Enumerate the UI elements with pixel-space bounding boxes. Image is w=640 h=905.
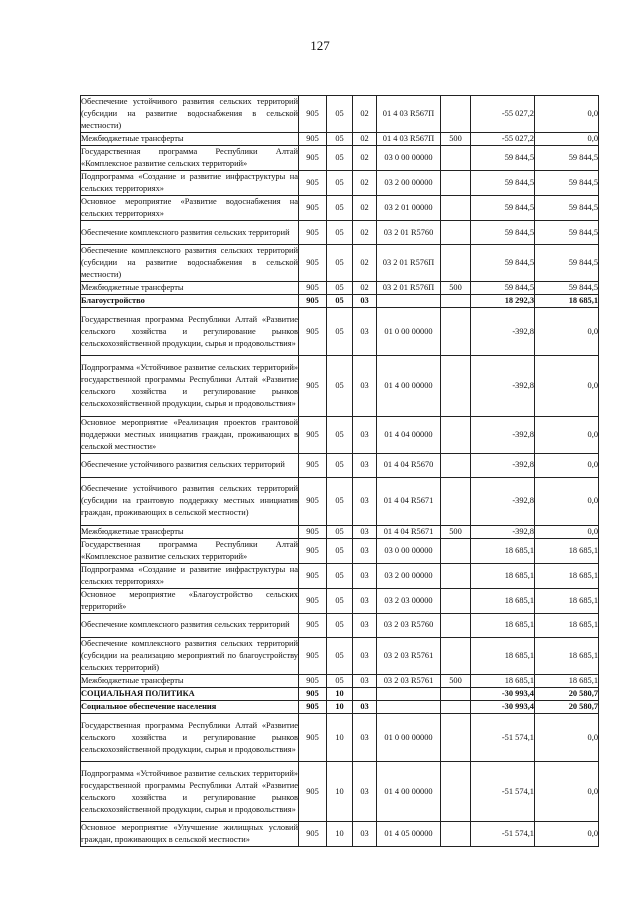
amount-cell-1: 18 685,1 xyxy=(471,637,535,674)
table-row xyxy=(81,613,599,637)
subsection-code-cell: 03 xyxy=(353,822,377,847)
target-article-cell: 01 4 05 00000 xyxy=(377,822,441,847)
amount-cell-1: 18 685,1 xyxy=(471,563,535,588)
amount-cell-2: 0,0 xyxy=(535,713,599,761)
amount-cell-1: -392,8 xyxy=(471,453,535,477)
amount-cell-2: 0,0 xyxy=(535,525,599,538)
expense-type-cell xyxy=(441,295,471,308)
expense-type-cell xyxy=(441,356,471,416)
amount-cell-1: -55 027,2 xyxy=(471,96,535,133)
section-code-cell: 05 xyxy=(327,453,353,477)
subsection-code-cell: 03 xyxy=(353,453,377,477)
target-article-cell: 03 0 00 00000 xyxy=(377,146,441,171)
target-article-cell: 01 0 00 00000 xyxy=(377,713,441,761)
subsection-code-cell: 03 xyxy=(353,295,377,308)
section-code-cell: 05 xyxy=(327,308,353,356)
subsection-code-cell: 03 xyxy=(353,477,377,525)
amount-cell-2: 0,0 xyxy=(535,356,599,416)
target-article-cell: 01 0 00 00000 xyxy=(377,308,441,356)
amount-cell-1: 59 844,5 xyxy=(471,146,535,171)
amount-cell-2: 0,0 xyxy=(535,762,599,822)
row-name: Государственная программа Республики Алтай «Комплексное развитие сельских территорий» xyxy=(81,538,299,563)
amount-cell-2: 59 844,5 xyxy=(535,171,599,196)
section-code-cell: 05 xyxy=(327,356,353,416)
subsection-code-cell: 03 xyxy=(353,613,377,637)
section-code-cell: 05 xyxy=(327,538,353,563)
subsection-code-cell: 02 xyxy=(353,196,377,221)
section-code-cell: 05 xyxy=(327,477,353,525)
amount-cell-2: 0,0 xyxy=(535,308,599,356)
target-article-cell: 01 4 04 00000 xyxy=(377,416,441,453)
row-name: Основное мероприятие «Развитие водоснабжения на сельских территориях» xyxy=(81,196,299,221)
table-row xyxy=(81,588,599,613)
target-article-cell xyxy=(377,687,441,700)
section-code-cell: 05 xyxy=(327,96,353,133)
row-name: Межбюджетные трансферты xyxy=(81,525,299,538)
row-name: Основное мероприятие «Реализация проектов грантовой поддержки местных инициатив граждан, проживающих в сельской местности» xyxy=(81,416,299,453)
target-article-cell: 01 4 04 R5670 xyxy=(377,453,441,477)
expense-type-cell: 500 xyxy=(441,282,471,295)
amount-cell-2: 0,0 xyxy=(535,453,599,477)
subsection-code-cell: 02 xyxy=(353,282,377,295)
expense-type-cell xyxy=(441,822,471,847)
amount-cell-2: 0,0 xyxy=(535,96,599,133)
expense-type-cell xyxy=(441,713,471,761)
amount-cell-1: -30 993,4 xyxy=(471,700,535,713)
subsection-code-cell: 03 xyxy=(353,588,377,613)
table-row xyxy=(81,96,599,133)
admin-code-cell: 905 xyxy=(299,588,327,613)
budget-table-body xyxy=(81,96,599,847)
row-name: Подпрограмма «Создание и развитие инфраструктуры на сельских территориях» xyxy=(81,171,299,196)
amount-cell-1: -51 574,1 xyxy=(471,762,535,822)
section-code-cell: 05 xyxy=(327,221,353,245)
subsection-code-cell: 03 xyxy=(353,637,377,674)
subsection-code-cell: 02 xyxy=(353,133,377,146)
admin-code-cell: 905 xyxy=(299,674,327,687)
admin-code-cell: 905 xyxy=(299,538,327,563)
admin-code-cell: 905 xyxy=(299,613,327,637)
table-row xyxy=(81,525,599,538)
admin-code-cell: 905 xyxy=(299,416,327,453)
section-code-cell: 05 xyxy=(327,637,353,674)
admin-code-cell: 905 xyxy=(299,221,327,245)
expense-type-cell xyxy=(441,416,471,453)
expense-type-cell xyxy=(441,637,471,674)
expense-type-cell xyxy=(441,308,471,356)
target-article-cell xyxy=(377,295,441,308)
amount-cell-2: 59 844,5 xyxy=(535,146,599,171)
target-article-cell: 03 2 03 R5760 xyxy=(377,613,441,637)
amount-cell-1: 59 844,5 xyxy=(471,196,535,221)
section-code-cell: 05 xyxy=(327,525,353,538)
amount-cell-1: -51 574,1 xyxy=(471,822,535,847)
expense-type-cell xyxy=(441,96,471,133)
target-article-cell: 03 2 01 R576П xyxy=(377,282,441,295)
table-row xyxy=(81,477,599,525)
section-code-cell: 10 xyxy=(327,713,353,761)
table-row xyxy=(81,713,599,761)
subsection-code-cell: 03 xyxy=(353,525,377,538)
table-row xyxy=(81,245,599,282)
table-row xyxy=(81,538,599,563)
table-row xyxy=(81,356,599,416)
target-article-cell: 03 2 01 R576П xyxy=(377,245,441,282)
subsection-code-cell: 03 xyxy=(353,563,377,588)
expense-type-cell xyxy=(441,245,471,282)
target-article-cell: 03 2 03 00000 xyxy=(377,588,441,613)
amount-cell-2: 0,0 xyxy=(535,822,599,847)
section-code-cell: 10 xyxy=(327,700,353,713)
section-code-cell: 05 xyxy=(327,196,353,221)
amount-cell-1: -55 027,2 xyxy=(471,133,535,146)
table-row xyxy=(81,700,599,713)
table-row xyxy=(81,416,599,453)
table-row xyxy=(81,171,599,196)
row-name: Обеспечение комплексного развития сельских территорий xyxy=(81,221,299,245)
section-code-cell: 05 xyxy=(327,282,353,295)
section-code-cell: 05 xyxy=(327,295,353,308)
section-code-cell: 05 xyxy=(327,563,353,588)
expense-type-cell: 500 xyxy=(441,133,471,146)
subsection-code-cell: 02 xyxy=(353,221,377,245)
target-article-cell: 03 0 00 00000 xyxy=(377,538,441,563)
row-name: Обеспечение устойчивого развития сельских территорий (субсидии на грантовую поддержку местных инициатив граждан, проживающих в сельской местности) xyxy=(81,477,299,525)
section-code-cell: 05 xyxy=(327,171,353,196)
row-name: Обеспечение устойчивого развития сельских территорий xyxy=(81,453,299,477)
target-article-cell: 03 2 00 00000 xyxy=(377,563,441,588)
subsection-code-cell: 03 xyxy=(353,713,377,761)
amount-cell-1: 59 844,5 xyxy=(471,221,535,245)
amount-cell-1: 18 685,1 xyxy=(471,674,535,687)
amount-cell-1: -30 993,4 xyxy=(471,687,535,700)
amount-cell-1: -51 574,1 xyxy=(471,713,535,761)
amount-cell-1: -392,8 xyxy=(471,525,535,538)
table-row xyxy=(81,295,599,308)
amount-cell-1: 59 844,5 xyxy=(471,171,535,196)
admin-code-cell: 905 xyxy=(299,196,327,221)
section-code-cell: 05 xyxy=(327,245,353,282)
section-code-cell: 05 xyxy=(327,146,353,171)
admin-code-cell: 905 xyxy=(299,700,327,713)
expense-type-cell: 500 xyxy=(441,674,471,687)
row-name: СОЦИАЛЬНАЯ ПОЛИТИКА xyxy=(81,687,299,700)
row-name: Подпрограмма «Устойчивое развитие сельских территорий» государственной программы Республики Алтай «Развитие сельского хозяйства и регулирование рынков сельскохозяйственной продукции, сырья и продовольствия» xyxy=(81,356,299,416)
amount-cell-2: 0,0 xyxy=(535,416,599,453)
row-name: Благоустройство xyxy=(81,295,299,308)
expense-type-cell xyxy=(441,221,471,245)
expense-type-cell xyxy=(441,700,471,713)
target-article-cell: 01 4 03 R567П xyxy=(377,133,441,146)
expense-type-cell xyxy=(441,588,471,613)
admin-code-cell: 905 xyxy=(299,525,327,538)
target-article-cell: 01 4 04 R5671 xyxy=(377,477,441,525)
admin-code-cell: 905 xyxy=(299,637,327,674)
subsection-code-cell: 03 xyxy=(353,762,377,822)
amount-cell-1: 59 844,5 xyxy=(471,282,535,295)
expense-type-cell xyxy=(441,146,471,171)
row-name: Государственная программа Республики Алтай «Комплексное развитие сельских территорий» xyxy=(81,146,299,171)
table-row xyxy=(81,453,599,477)
admin-code-cell: 905 xyxy=(299,133,327,146)
subsection-code-cell xyxy=(353,687,377,700)
target-article-cell: 01 4 03 R567П xyxy=(377,96,441,133)
amount-cell-2: 59 844,5 xyxy=(535,221,599,245)
budget-table xyxy=(80,95,599,847)
row-name: Подпрограмма «Устойчивое развитие сельских территорий» государственной программы Республики Алтай «Развитие сельского хозяйства и регулирование рынков сельскохозяйственной продукции, сырья и продовольствия» xyxy=(81,762,299,822)
amount-cell-1: -392,8 xyxy=(471,356,535,416)
admin-code-cell: 905 xyxy=(299,146,327,171)
target-article-cell xyxy=(377,700,441,713)
row-name: Обеспечение комплексного развития сельских территорий xyxy=(81,613,299,637)
amount-cell-2: 59 844,5 xyxy=(535,196,599,221)
section-code-cell: 05 xyxy=(327,674,353,687)
amount-cell-1: 18 685,1 xyxy=(471,613,535,637)
target-article-cell: 03 2 03 R5761 xyxy=(377,637,441,674)
subsection-code-cell: 03 xyxy=(353,416,377,453)
expense-type-cell xyxy=(441,171,471,196)
target-article-cell: 01 4 00 00000 xyxy=(377,356,441,416)
expense-type-cell xyxy=(441,196,471,221)
row-name: Межбюджетные трансферты xyxy=(81,282,299,295)
amount-cell-2: 0,0 xyxy=(535,133,599,146)
subsection-code-cell: 02 xyxy=(353,146,377,171)
section-code-cell: 05 xyxy=(327,588,353,613)
amount-cell-2: 20 580,7 xyxy=(535,700,599,713)
amount-cell-1: 18 685,1 xyxy=(471,538,535,563)
row-name: Межбюджетные трансферты xyxy=(81,674,299,687)
table-row xyxy=(81,221,599,245)
table-row xyxy=(81,822,599,847)
section-code-cell: 05 xyxy=(327,416,353,453)
target-article-cell: 03 2 03 R5761 xyxy=(377,674,441,687)
expense-type-cell xyxy=(441,453,471,477)
amount-cell-2: 18 685,1 xyxy=(535,295,599,308)
target-article-cell: 03 2 01 R5760 xyxy=(377,221,441,245)
subsection-code-cell: 03 xyxy=(353,674,377,687)
table-row xyxy=(81,762,599,822)
table-row xyxy=(81,133,599,146)
target-article-cell: 01 4 00 00000 xyxy=(377,762,441,822)
target-article-cell: 03 2 01 00000 xyxy=(377,196,441,221)
expense-type-cell xyxy=(441,563,471,588)
table-row xyxy=(81,308,599,356)
table-row xyxy=(81,196,599,221)
row-name: Обеспечение устойчивого развития сельских территорий (субсидии на развитие водоснабжения в сельской местности) xyxy=(81,96,299,133)
expense-type-cell xyxy=(441,762,471,822)
table-row xyxy=(81,687,599,700)
row-name: Социальное обеспечение населения xyxy=(81,700,299,713)
admin-code-cell: 905 xyxy=(299,356,327,416)
subsection-code-cell: 02 xyxy=(353,96,377,133)
amount-cell-2: 18 685,1 xyxy=(535,588,599,613)
admin-code-cell: 905 xyxy=(299,96,327,133)
table-row xyxy=(81,637,599,674)
amount-cell-2: 0,0 xyxy=(535,477,599,525)
section-code-cell: 10 xyxy=(327,687,353,700)
amount-cell-2: 18 685,1 xyxy=(535,674,599,687)
section-code-cell: 10 xyxy=(327,762,353,822)
table-row xyxy=(81,146,599,171)
row-name: Основное мероприятие «Благоустройство сельских территорий» xyxy=(81,588,299,613)
row-name: Основное мероприятие «Улучшение жилищных условий граждан, проживающих в сельской местности» xyxy=(81,822,299,847)
subsection-code-cell: 03 xyxy=(353,308,377,356)
amount-cell-1: -392,8 xyxy=(471,308,535,356)
expense-type-cell: 500 xyxy=(441,525,471,538)
table-row xyxy=(81,674,599,687)
admin-code-cell: 905 xyxy=(299,295,327,308)
amount-cell-2: 18 685,1 xyxy=(535,563,599,588)
amount-cell-2: 18 685,1 xyxy=(535,538,599,563)
subsection-code-cell: 02 xyxy=(353,171,377,196)
amount-cell-1: 18 685,1 xyxy=(471,588,535,613)
amount-cell-2: 20 580,7 xyxy=(535,687,599,700)
row-name: Обеспечение комплексного развития сельских территорий (субсидии на развитие водоснабжения в сельской местности) xyxy=(81,245,299,282)
admin-code-cell: 905 xyxy=(299,282,327,295)
subsection-code-cell: 03 xyxy=(353,700,377,713)
row-name: Подпрограмма «Создание и развитие инфраструктуры на сельских территориях» xyxy=(81,563,299,588)
amount-cell-2: 59 844,5 xyxy=(535,282,599,295)
target-article-cell: 03 2 00 00000 xyxy=(377,171,441,196)
amount-cell-2: 18 685,1 xyxy=(535,613,599,637)
admin-code-cell: 905 xyxy=(299,687,327,700)
section-code-cell: 05 xyxy=(327,133,353,146)
amount-cell-2: 18 685,1 xyxy=(535,637,599,674)
admin-code-cell: 905 xyxy=(299,171,327,196)
section-code-cell: 05 xyxy=(327,613,353,637)
subsection-code-cell: 02 xyxy=(353,245,377,282)
admin-code-cell: 905 xyxy=(299,308,327,356)
expense-type-cell xyxy=(441,538,471,563)
expense-type-cell xyxy=(441,613,471,637)
admin-code-cell: 905 xyxy=(299,477,327,525)
admin-code-cell: 905 xyxy=(299,453,327,477)
table-row xyxy=(81,282,599,295)
admin-code-cell: 905 xyxy=(299,563,327,588)
amount-cell-2: 59 844,5 xyxy=(535,245,599,282)
row-name: Обеспечение комплексного развития сельских территорий (субсидии на реализацию мероприятий по благоустройству сельских территорий) xyxy=(81,637,299,674)
row-name: Государственная программа Республики Алтай «Развитие сельского хозяйства и регулирование рынков сельскохозяйственной продукции, сырья и продовольствия» xyxy=(81,308,299,356)
section-code-cell: 10 xyxy=(327,822,353,847)
admin-code-cell: 905 xyxy=(299,245,327,282)
row-name: Государственная программа Республики Алтай «Развитие сельского хозяйства и регулирование рынков сельскохозяйственной продукции, сырья и продовольствия» xyxy=(81,713,299,761)
subsection-code-cell: 03 xyxy=(353,356,377,416)
amount-cell-1: -392,8 xyxy=(471,416,535,453)
admin-code-cell: 905 xyxy=(299,762,327,822)
amount-cell-1: 18 292,3 xyxy=(471,295,535,308)
row-name: Межбюджетные трансферты xyxy=(81,133,299,146)
amount-cell-1: -392,8 xyxy=(471,477,535,525)
expense-type-cell xyxy=(441,687,471,700)
table-row xyxy=(81,563,599,588)
amount-cell-1: 59 844,5 xyxy=(471,245,535,282)
page-number: 127 xyxy=(310,38,330,53)
expense-type-cell xyxy=(441,477,471,525)
admin-code-cell: 905 xyxy=(299,822,327,847)
target-article-cell: 01 4 04 R5671 xyxy=(377,525,441,538)
admin-code-cell: 905 xyxy=(299,713,327,761)
subsection-code-cell: 03 xyxy=(353,538,377,563)
